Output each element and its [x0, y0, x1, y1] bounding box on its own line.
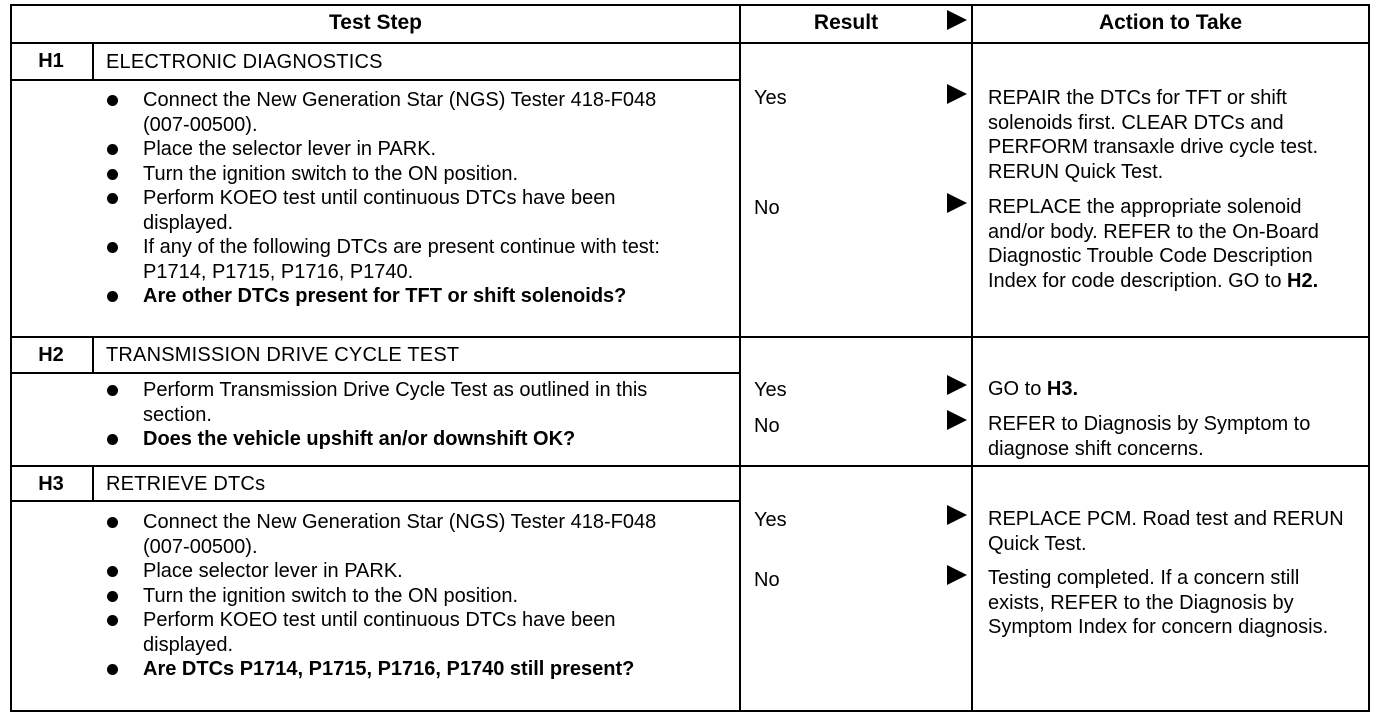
bullet-icon [107, 664, 118, 675]
result-h2-no: No [754, 415, 780, 437]
step-title-h1: ELECTRONIC DIAGNOSTICS [106, 51, 383, 73]
result-column-divider [739, 4, 741, 712]
action-h3-yes: REPLACE PCM. Road test and RERUN Quick Test. [988, 508, 1344, 555]
action-h1-yes: REPAIR the DTCs for TFT or shift solenoids first. CLEAR DTCs and PERFORM transaxle drive cycle test. RERUN Quick Test. [988, 87, 1319, 183]
step-id-h2: H2 [38, 344, 64, 366]
header-bottom-rule [10, 42, 1370, 44]
h2-title-rule [10, 372, 740, 374]
h2-id-divider [92, 338, 94, 374]
bullet-icon [107, 95, 118, 106]
action-column-divider [971, 4, 973, 712]
h1-id-divider [92, 44, 94, 81]
step-h3-instructions [101, 510, 681, 682]
bullet-icon [107, 385, 118, 396]
action-h1-no: REPLACE the appropriate solenoid and/or body. REFER to the On-Board Diagnostic Trouble Code Description Index for code description. GO to H2. [988, 196, 1319, 292]
list-item: Perform KOEO test until continuous DTCs have been displayed. [101, 186, 681, 235]
arrow-right-icon [947, 193, 967, 213]
arrow-right-icon [947, 375, 967, 395]
result-h2-yes: Yes [754, 379, 787, 401]
list-item: If any of the following DTCs are present continue with test: P1714, P1715, P1716, P1740. [101, 235, 681, 284]
step-id-h1: H1 [38, 50, 64, 72]
step-title-h2: TRANSMISSION DRIVE CYCLE TEST [106, 344, 460, 366]
step-id-h3: H3 [38, 473, 64, 495]
result-h1-yes: Yes [754, 87, 787, 109]
step-h1-instructions [101, 88, 681, 309]
arrow-right-icon [947, 410, 967, 430]
action-h3-no: Testing completed. If a concern still exists, REFER to the Diagnosis by Symptom Index for concern diagnosis. [988, 567, 1329, 638]
table-right-border [1368, 4, 1370, 712]
list-item: Place selector lever in PARK. [101, 559, 681, 584]
header-test-step: Test Step [329, 11, 422, 34]
list-item-question: Are other DTCs present for TFT or shift solenoids? [101, 284, 681, 309]
h3-id-divider [92, 467, 94, 502]
list-item: Connect the New Generation Star (NGS) Tester 418-F048 (007-00500). [101, 510, 681, 559]
bullet-icon [107, 591, 118, 602]
arrow-right-icon [947, 84, 967, 104]
step-title-h3: RETRIEVE DTCs [106, 473, 266, 495]
arrow-right-icon [947, 505, 967, 525]
result-h1-no: No [754, 197, 780, 219]
action-h2-yes: GO to H3. [988, 378, 1079, 400]
bullet-icon [107, 144, 118, 155]
action-h2-no: REFER to Diagnosis by Symptom to diagnose shift concerns. [988, 413, 1311, 460]
table-bottom-border [10, 710, 1370, 712]
list-item-question: Are DTCs P1714, P1715, P1716, P1740 still present? [101, 657, 681, 682]
list-item: Turn the ignition switch to the ON position. [101, 584, 681, 609]
bullet-icon [107, 193, 118, 204]
step-h2-instructions [101, 378, 681, 452]
result-h3-yes: Yes [754, 509, 787, 531]
list-item: Turn the ignition switch to the ON position. [101, 162, 681, 187]
h1-title-rule [10, 79, 740, 81]
bullet-icon [107, 242, 118, 253]
header-action: Action to Take [1098, 11, 1243, 34]
list-item: Perform KOEO test until continuous DTCs have been displayed. [101, 608, 681, 657]
bullet-icon [107, 615, 118, 626]
bullet-icon [107, 434, 118, 445]
arrow-right-icon [947, 565, 967, 585]
list-item: Perform Transmission Drive Cycle Test as outlined in this section. [101, 378, 681, 427]
bullet-icon [107, 566, 118, 577]
header-result: Result [813, 11, 879, 34]
bullet-icon [107, 169, 118, 180]
result-h3-no: No [754, 569, 780, 591]
header-arrow-icon [947, 10, 967, 30]
list-item: Place the selector lever in PARK. [101, 137, 681, 162]
list-item-question: Does the vehicle upshift an/or downshift OK? [101, 427, 681, 452]
bullet-icon [107, 517, 118, 528]
list-item: Connect the New Generation Star (NGS) Tester 418-F048 (007-00500). [101, 88, 681, 137]
bullet-icon [107, 291, 118, 302]
